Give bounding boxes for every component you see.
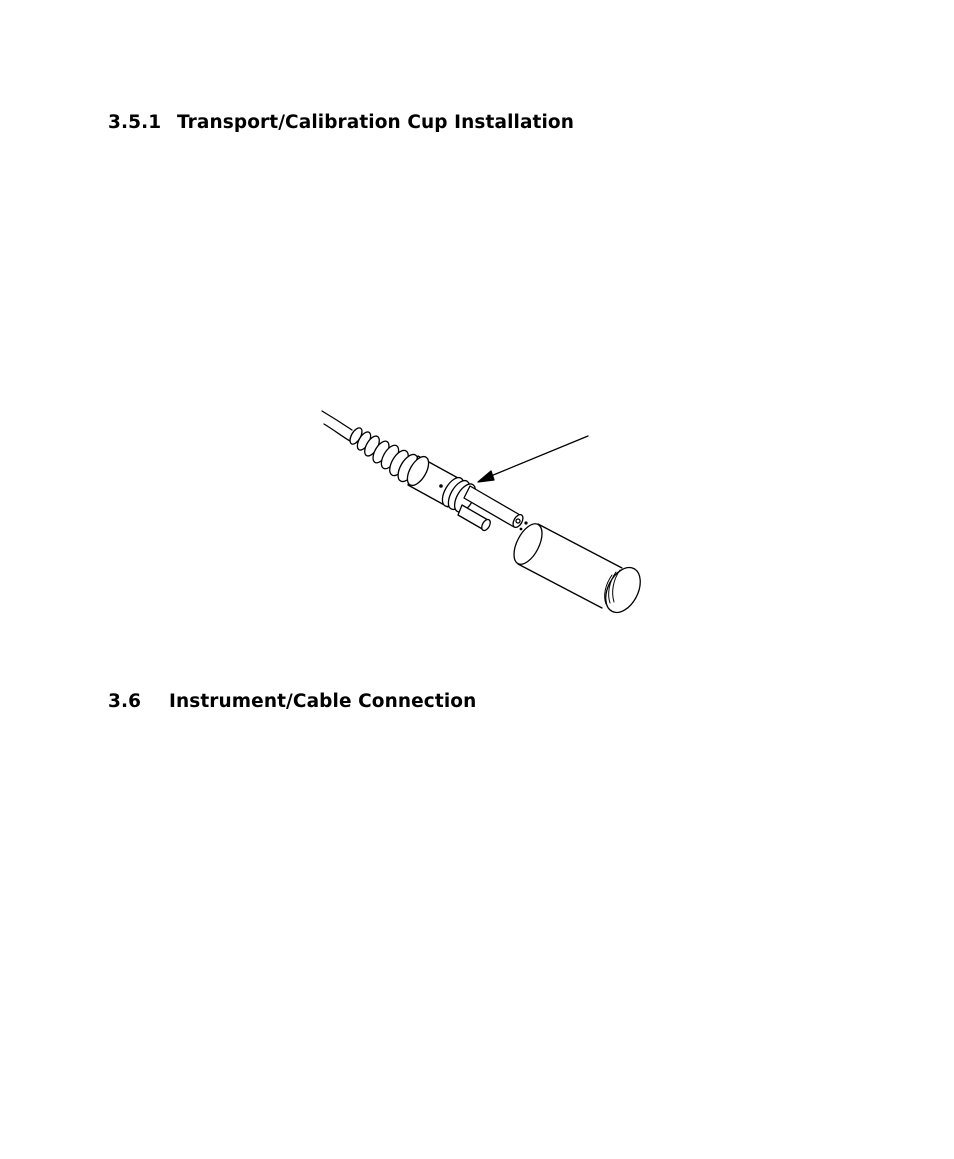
- section-heading-3-6: [108, 691, 476, 712]
- section-number: 3.5.1: [108, 112, 162, 133]
- section-heading-3-5-1: [108, 112, 574, 133]
- sensors: [458, 486, 528, 532]
- probe-body: [403, 453, 480, 515]
- callout-arrow: [478, 436, 588, 482]
- calibration-cup: [508, 519, 647, 618]
- calibration-cup-illustration: [300, 395, 660, 625]
- section-title: Instrument/Cable Connection: [169, 691, 477, 712]
- section-title: Transport/Calibration Cup Installation: [177, 112, 575, 133]
- section-number: 3.6: [108, 691, 142, 712]
- cable: [322, 411, 352, 441]
